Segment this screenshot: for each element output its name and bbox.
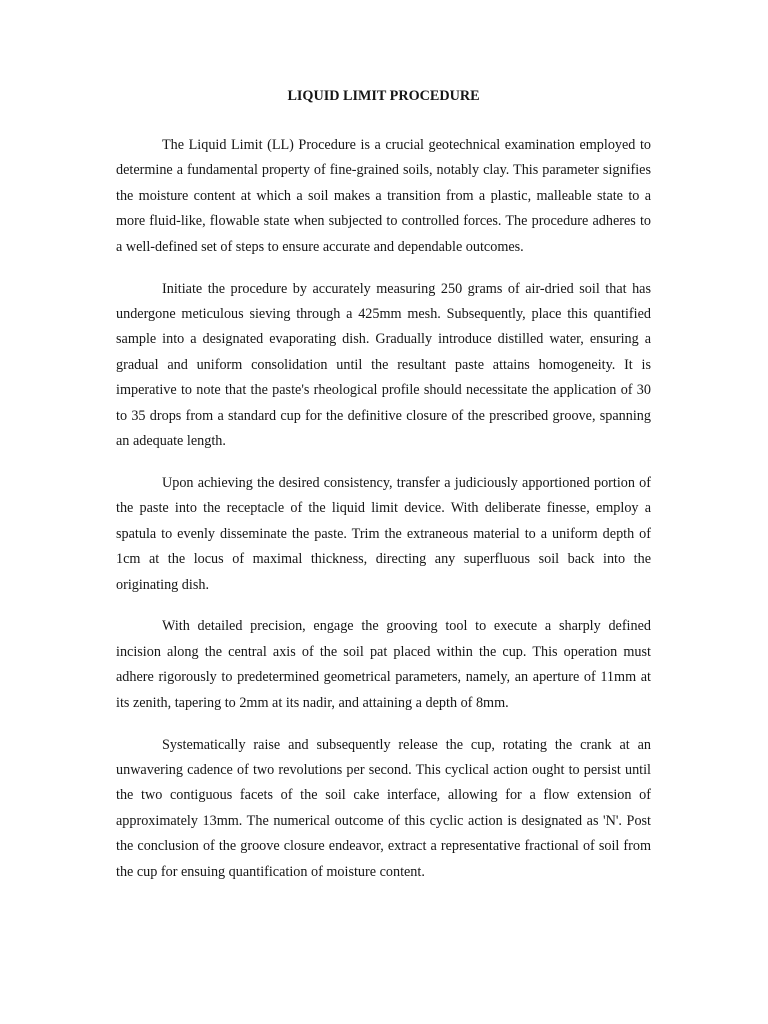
paragraph-cup-cycling: Systematically raise and subsequently release the cup, rotating the crank at an unwavering cadence of two revolutions per second. This cyclical action ought to persist until the two contiguous facets of the soil cake interface, allowing for a flow extension of approximately 13mm. The numerical outcome of this cyclic action is designated as 'N'. Post the conclusion of the groove closure endeavor, extract a representative fractional of soil from the cup for ensuing quantification of moisture content.: [116, 736, 651, 880]
paragraph-sample-preparation: Initiate the procedure by accurately measuring 250 grams of air-dried soil that has undergone meticulous sieving through a 425mm mesh. Subsequently, place this quantified sample into a designated evaporating dish. Gradually introduce distilled water, ensuring a gradual and uniform consolidation until the resultant paste attains homogeneity. It is imperative to note that the paste's rheological profile should necessitate the application of 30 to 35 drops from a standard cup for the definitive closure of the prescribed groove, spanning an adequate length.: [116, 280, 651, 449]
paragraph-grooving: With detailed precision, engage the grooving tool to execute a sharply defined incision along the central axis of the soil pat placed within the cup. This operation must adhere rigorously to predetermined geometrical parameters, namely, an aperture of 11mm at its zenith, tapering to 2mm at its nadir, and attaining a depth of 8mm.: [116, 618, 651, 711]
paragraph-cup-filling: Upon achieving the desired consistency, transfer a judiciously apportioned portion of the paste into the receptacle of the liquid limit device. With deliberate finesse, employ a spatula to evenly disseminate the paste. Trim the extraneous material to a uniform depth of 1cm at the locus of maximal thickness, directing any superfluous soil back into the originating dish.: [116, 474, 651, 593]
document-title: LIQUID LIMIT PROCEDURE: [287, 88, 480, 104]
paragraph-intro: The Liquid Limit (LL) Procedure is a crucial geotechnical examination employed to determine a fundamental property of fine-grained soils, notably clay. This parameter signifies the moisture content at which a soil makes a transition from a plastic, malleable state to a more fluid-like, flowable state when subjected to controlled forces. The procedure adheres to a well-defined set of steps to ensure accurate and dependable outcomes.: [116, 137, 651, 255]
document-page: [116, 84, 651, 901]
